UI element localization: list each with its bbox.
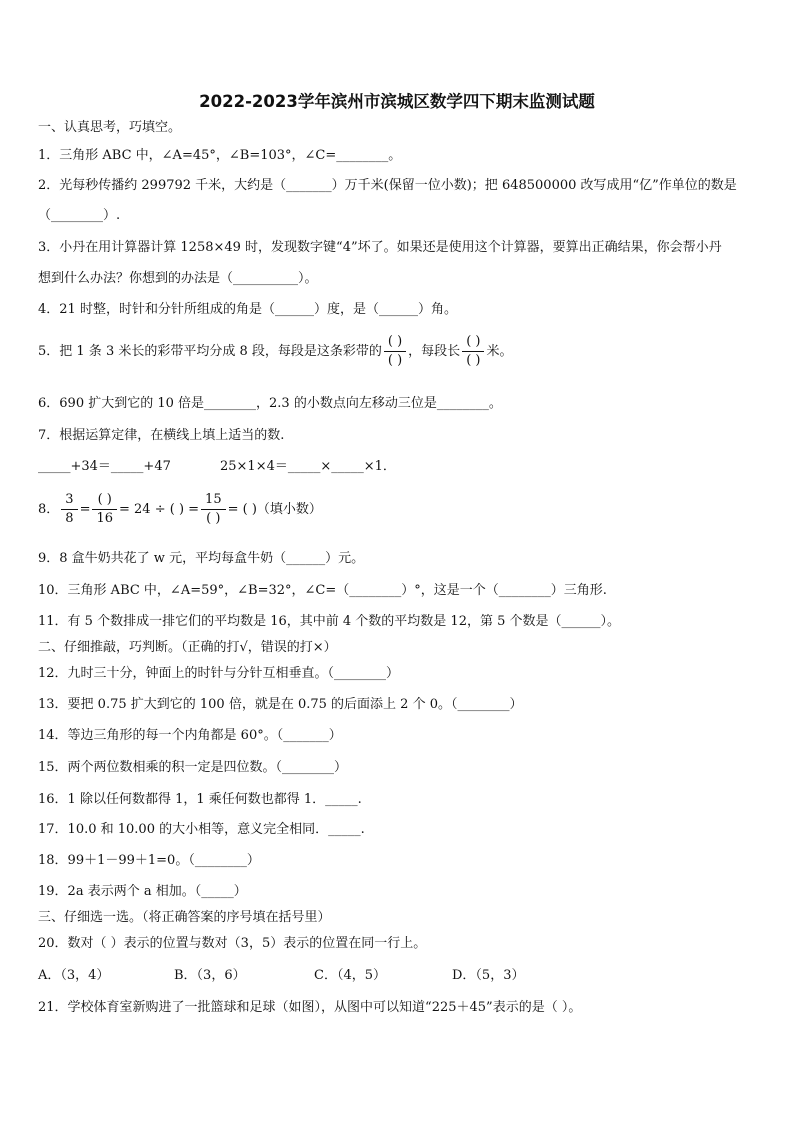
question-18: 18．99＋1－99＋1=0。（________） — [38, 853, 260, 868]
question-16: 16．1 除以任何数都得 1，1 乘任何数也都得 1．_____. — [38, 792, 362, 807]
section-heading-fill-in: 一、认真思考，巧填空。 — [38, 120, 182, 135]
fraction-blank-2 — [462, 334, 484, 369]
section-heading-multiple-choice: 三、仔细选一选。（将正确答案的序号填在括号里） — [38, 910, 331, 925]
question-11: 11．有 5 个数排成一排它们的平均数是 16，其中前 4 个数的平均数是 12，第 5 个数是（______）。 — [38, 614, 620, 629]
fraction-denominator: 16 — [96, 511, 114, 526]
option-d: D．（5，3） — [452, 968, 525, 983]
question-10: 10．三角形 ABC 中，∠A=59°，∠B=32°，∠C=（________）°，这是一个（________）三角形. — [38, 583, 607, 598]
page-title: 2022-2023学年滨州市滨城区数学四下期末监测试题 — [199, 92, 595, 111]
question-7-equation-b: 25×1×4＝_____×_____×1． — [220, 459, 396, 474]
question-4: 4．21 时整，时针和分针所组成的角是（______）度，是（______）角。 — [38, 302, 457, 317]
fraction-numerator: ( ) — [92, 492, 117, 510]
option-b: B．（3，6） — [174, 968, 246, 983]
question-12: 12．九时三十分，钟面上的时针与分针互相垂直。（________） — [38, 666, 400, 681]
question-15: 15．两个两位数相乘的积一定是四位数。（________） — [38, 760, 348, 775]
decimal-blank: = ( )（填小数） — [227, 502, 322, 517]
division-expression: = 24 ÷ ( ) = — [119, 502, 200, 517]
question-20: 20．数对（ ）表示的位置与数对（3，5）表示的位置在同一行上。 — [38, 936, 427, 951]
fraction-numerator: ( ) — [462, 334, 484, 352]
fraction-blank-1 — [384, 334, 406, 369]
fraction-three-eighths — [61, 492, 77, 527]
question-9: 9．8 盒牛奶共花了 w 元，平均每盒牛奶（______）元。 — [38, 551, 365, 566]
fraction-numerator: ( ) — [384, 334, 406, 352]
fraction-numerator: 15 — [201, 492, 226, 510]
question-13: 13．要把 0.75 扩大到它的 100 倍，就是在 0.75 的后面添上 2 个 0。（________） — [38, 697, 523, 712]
question-5-middle: ，每段长 — [408, 344, 461, 359]
question-1: 1．三角形 ABC 中，∠A=45°，∠B=103°，∠C=________。 — [38, 148, 402, 163]
question-8 — [38, 492, 322, 527]
fraction-denominator: 8 — [65, 511, 74, 526]
fraction-numerator: 3 — [61, 492, 77, 510]
question-5-prefix: 5．把 1 条 3 米长的彩带平均分成 8 段，每段是这条彩带的 — [38, 344, 382, 359]
question-6: 6．690 扩大到它的 10 倍是________，2.3 的小数点向左移动三位是________。 — [38, 396, 502, 411]
question-21: 21．学校体育室新购进了一批篮球和足球（如图），从图中可以知道“225＋45”表示的是（ ）。 — [38, 1000, 582, 1015]
question-8-label: 8． — [38, 502, 60, 517]
question-7: 7．根据运算定律，在横线上填上适当的数. — [38, 428, 285, 443]
question-2-line-2: （________）. — [38, 208, 121, 223]
fraction-denominator: ( ) — [206, 511, 221, 526]
equals-sign: = — [79, 502, 91, 517]
question-7-equation-a: _____+34＝_____+47 — [38, 459, 171, 474]
question-3-line-2: 想到什么办法？你想到的办法是（__________）。 — [38, 271, 318, 286]
question-19: 19．2a 表示两个 a 相加。（_____） — [38, 884, 247, 899]
question-3-line-1: 3．小丹在用计算器计算 1258×49 时，发现数字键“4”坏了。如果还是使用这个计算器，要算出正确结果，你会帮小丹 — [38, 240, 722, 255]
fraction-denominator: ( ) — [466, 353, 481, 368]
question-2-line-1: 2．光每秒传播约 299792 千米，大约是（_______）万千米(保留一位小数)；把 648500000 改写成用“亿”作单位的数是 — [38, 178, 737, 193]
fraction-blank-over-16 — [92, 492, 117, 527]
question-14: 14．等边三角形的每一个内角都是 60°。（_______） — [38, 728, 342, 743]
fraction-15-over-blank — [201, 492, 226, 527]
question-17: 17．10.0 和 10.00 的大小相等，意义完全相同．_____. — [38, 822, 365, 837]
section-heading-true-false: 二、仔细推敲，巧判断。（正确的打√，错误的打×） — [38, 640, 337, 655]
question-5 — [38, 334, 512, 369]
fraction-denominator: ( ) — [387, 353, 403, 368]
question-5-suffix: 米。 — [486, 344, 513, 359]
option-a: A．（3，4） — [38, 968, 110, 983]
option-c: C．（4，5） — [314, 968, 386, 983]
